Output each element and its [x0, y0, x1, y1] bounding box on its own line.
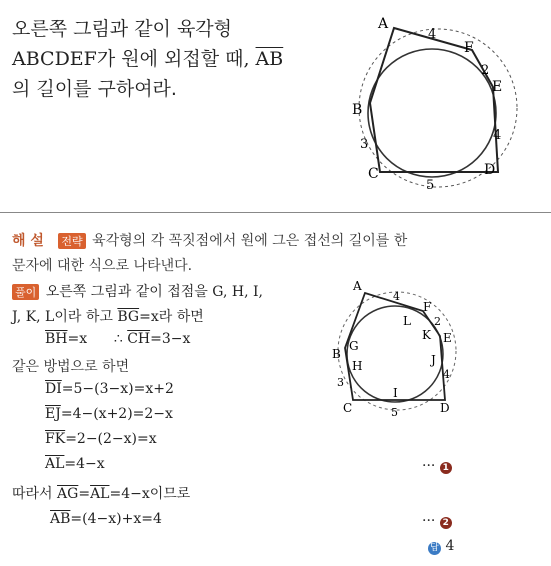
vertex-b-2: B — [332, 347, 341, 361]
tangent-j: J — [431, 353, 436, 367]
segment-ab: $\overline{AB}$ — [255, 48, 284, 70]
length-af-2: 4 — [393, 290, 400, 303]
vertex-f: F — [464, 40, 474, 56]
segment-al-2: $\overline{AL}$ — [90, 486, 110, 502]
solution-line-8 — [45, 456, 105, 472]
tangent-i: I — [393, 386, 398, 400]
solution-line-10-post: =(4−x)+x=4 — [70, 511, 162, 527]
solution-line-9-pre: 따라서 — [12, 486, 58, 502]
vertex-e-2: E — [443, 331, 452, 345]
inscribed-circle — [368, 49, 496, 177]
question-line-1: 오른쪽 그림과 같이 육각형 — [12, 18, 233, 40]
segment-fk: $\overline{FK}$ — [45, 431, 66, 447]
vertex-c: C — [368, 166, 379, 182]
answer-badge: 답 — [428, 542, 441, 555]
solution-line-3 — [45, 331, 190, 347]
equation-marker-2 — [422, 513, 452, 529]
segment-ab-2: $\overline{AB}$ — [50, 511, 71, 527]
length-cb-2: 3 — [337, 376, 344, 389]
tangent-h: H — [352, 359, 363, 373]
segment-bg: $\overline{BG}$ — [117, 309, 140, 325]
strategy-line-1: 육각형의 각 꼭짓점에서 원에 그은 접선의 길이를 한 — [92, 233, 408, 249]
dots: ··· — [422, 513, 436, 529]
segment-ag: $\overline{AG}$ — [57, 486, 79, 502]
solution-line-2-post: =x라 하면 — [139, 309, 204, 325]
answer-value: 4 — [445, 538, 455, 554]
segment-ch: $\overline{CH}$ — [127, 331, 151, 347]
segment-di: $\overline{DI}$ — [45, 381, 62, 397]
length-dc: 5 — [426, 178, 435, 193]
tangent-k: K — [422, 328, 431, 342]
solution-line-1-text: 오른쪽 그림과 같이 접점을 G, H, I, — [45, 284, 263, 300]
vertex-e: E — [492, 79, 503, 95]
hexagon-figure-top — [350, 8, 520, 198]
length-cb: 3 — [360, 137, 369, 152]
solution-line-1 — [12, 281, 263, 301]
length-dc-2: 5 — [391, 406, 398, 419]
vertex-c-2: C — [343, 401, 353, 415]
solution-line-9-post: =4−x이므로 — [109, 486, 191, 502]
length-ed-2: 4 — [443, 368, 450, 381]
solution-line-7 — [45, 431, 157, 447]
segment-bh: $\overline{BH}$ — [45, 331, 68, 347]
dots: ··· — [422, 458, 436, 474]
vertex-b: B — [352, 102, 363, 118]
solution-line-5 — [45, 381, 174, 397]
solution-line-3-mid: =x ∴ — [67, 331, 128, 347]
question-line-2-text: ABCDEF가 원에 외접할 때, — [12, 48, 256, 70]
question — [12, 14, 283, 104]
vertex-d: D — [484, 162, 496, 178]
strategy-line-2: 문자에 대한 식으로 나타낸다. — [12, 258, 193, 274]
solution-line-7-post: =2−(2−x)=x — [65, 431, 157, 447]
vertex-d-2: D — [440, 401, 450, 415]
solution-line-2 — [12, 306, 204, 326]
length-af: 4 — [428, 27, 437, 42]
mark-1: 1 — [440, 462, 452, 474]
tangent-l: L — [403, 314, 411, 328]
solution-title: 해 설 — [12, 233, 44, 249]
solution-line-9-mid: = — [78, 486, 91, 502]
tangent-g: G — [349, 339, 359, 353]
length-fe-2: 2 — [434, 315, 441, 328]
vertex-f-2: F — [423, 300, 432, 314]
solution-line-5-post: =5−(3−x)=x+2 — [61, 381, 174, 397]
hexagon-figure-bottom — [325, 278, 475, 423]
mark-2: 2 — [440, 517, 452, 529]
solution-line-10 — [50, 511, 162, 527]
question-line-3: 의 길이를 구하여라. — [12, 78, 177, 100]
solution-line-9 — [12, 483, 190, 503]
strategy-badge: 전략 — [58, 233, 85, 249]
solve-badge: 풀이 — [12, 284, 39, 300]
solution-line-3-post: =3−x — [150, 331, 191, 347]
solution-line-6-post: =4−(x+2)=2−x — [60, 406, 173, 422]
section-divider — [0, 212, 551, 213]
question-line-2 — [12, 44, 283, 74]
solution-line-2-pre: J, K, L이라 하고 — [12, 309, 118, 325]
equation-marker-1 — [422, 458, 452, 474]
segment-ej: $\overline{EJ}$ — [45, 406, 61, 422]
vertex-a: A — [378, 16, 389, 32]
segment-al: $\overline{AL}$ — [45, 456, 65, 472]
length-fe: 2 — [481, 63, 490, 78]
length-ed: 4 — [493, 128, 502, 143]
solution-line-4: 같은 방법으로 하면 — [12, 359, 130, 375]
solution-line-8-post: =4−x — [64, 456, 105, 472]
solution-line-6 — [45, 406, 173, 422]
vertex-a-2: A — [353, 279, 362, 293]
solution-header — [12, 230, 407, 250]
answer — [428, 538, 454, 555]
